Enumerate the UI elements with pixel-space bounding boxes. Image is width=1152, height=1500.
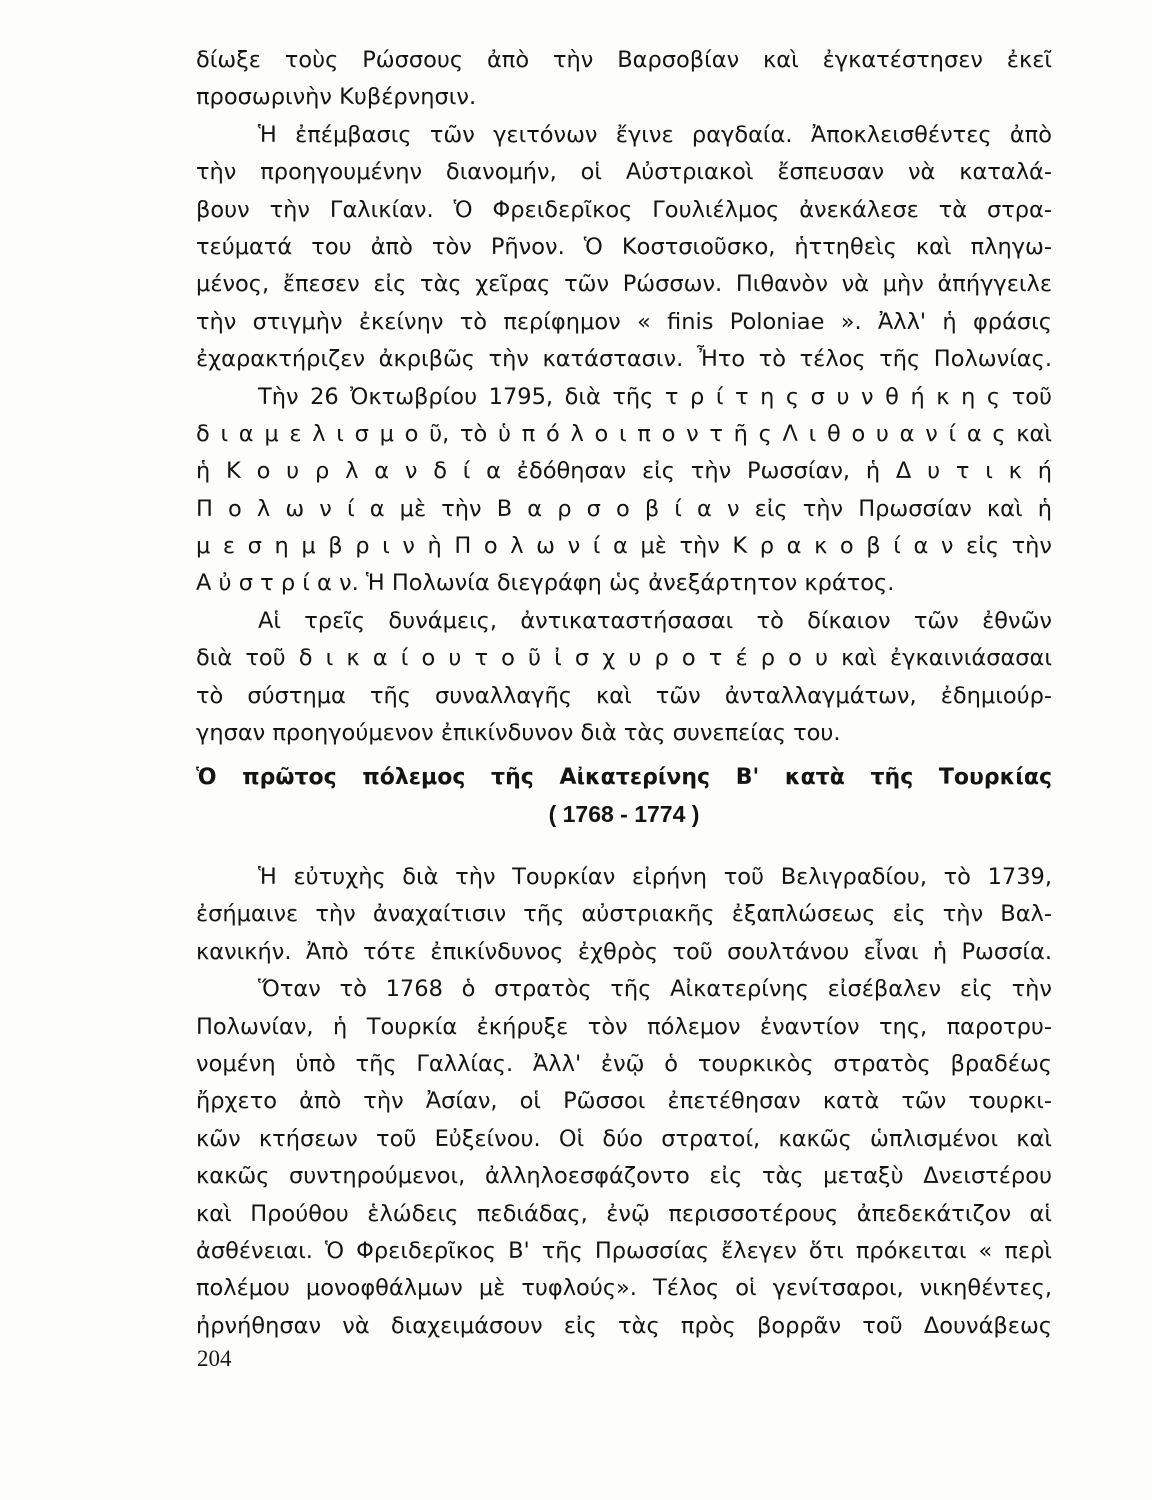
text-line: τεύματά του ἀπὸ τὸν Ρῆνον. Ὁ Κοστσιοῦσκο, ἡττηθεὶς καὶ πληγω- (196, 233, 1052, 260)
text-line: ἡ Κ ο υ ρ λ α ν δ ί α ἐδόθησαν εἰς τὴν Ρωσσίαν, ἡ Δ υ τ ι κ ή (196, 458, 1052, 485)
section-heading (196, 760, 1052, 832)
text-line: μένος, ἔπεσεν εἰς τὰς χεῖρας τῶν Ρώσσων. Πιθανὸν νὰ μὴν ἀπήγγειλε (196, 271, 1052, 298)
body-text-section-1 (196, 42, 1052, 752)
text-line: γησαν προηγούμενον ἐπικίνδυνον διὰ τὰς συνεπείας του. (196, 720, 841, 747)
text-line: κακῶς συντηρούμενοι, ἀλληλοεσφάζοντο εἰς τὰς μεταξὺ Δνειστέρου (196, 1163, 1052, 1190)
text-line: κανικήν. Ἀπὸ τότε ἐπικίνδυνος ἐχθρὸς τοῦ σουλτάνου εἶναι ἡ Ρωσσία. (196, 938, 1052, 965)
text-line: τὴν προηγουμένην διανομήν, οἱ Αὐστριακοὶ ἔσπευσαν νὰ καταλά- (196, 159, 1052, 186)
text-line: βουν τὴν Γαλικίαν. Ὁ Φρειδερῖκος Γουλιέλμος ἀνεκάλεσε τὰ στρα- (196, 196, 1052, 223)
text-line: Ὅταν τὸ 1768 ὁ στρατὸς τῆς Αἰκατερίνης εἰσέβαλεν εἰς τὴν (258, 976, 1052, 1003)
text-line: Α ὐ σ τ ρ ί α ν. Ἡ Πολωνία διεγράφη ὡς ἀνεξάρτητον κράτος. (196, 570, 895, 597)
text-line: ἐχαρακτήριζεν ἀκριβῶς τὴν κατάστασιν. Ἦτο τὸ τέλος τῆς Πολωνίας. (196, 346, 1052, 373)
text-line: Ἡ ἐπέμβασις τῶν γειτόνων ἔγινε ραγδαία. Ἀποκλεισθέντες ἀπὸ (258, 121, 1052, 148)
text-line: Π ο λ ω ν ί α μὲ τὴν Β α ρ σ ο β ί α ν εἰς τὴν Πρωσσίαν καὶ ἡ (196, 495, 1052, 522)
text-line: δίωξε τοὺς Ρώσσους ἀπὸ τὴν Βαρσοβίαν καὶ ἐγκατέστησεν ἐκεῖ (196, 47, 1052, 73)
text-line: Τὴν 26 Ὀκτωβρίου 1795, διὰ τῆς τ ρ ί τ η ς σ υ ν θ ή κ η ς τοῦ (258, 383, 1052, 410)
text-line: πολέμου μονοφθάλμων μὲ τυφλούς». Τέλος οἱ γενίτσαροι, νικηθέντες, (196, 1275, 1052, 1302)
text-line: Πολωνίαν, ἡ Τουρκία ἐκήρυξε τὸν πόλεμον ἐναντίον της, παροτρυ- (196, 1013, 1052, 1040)
text-line: τὴν στιγμὴν ἐκείνην τὸ περίφημον « finis Poloniae ». Ἀλλ' ἡ φράσις (196, 308, 1052, 335)
section-heading-title: Ὁ πρῶτος πόλεμος τῆς Αἰκατερίνης Β' κατὰ τῆς Τουρκίας (196, 765, 1052, 790)
text-line: ἐσήμαινε τὴν ἀναχαίτισιν τῆς αὐστριακῆς ἐξαπλώσεως εἰς τὴν Βαλ- (196, 901, 1052, 928)
section-heading-dates: ( 1768 - 1774 ) (548, 801, 700, 827)
text-line: ἠρνήθησαν νὰ διαχειμάσουν εἰς τὰς πρὸς βορρᾶν τοῦ Δουνάβεως (196, 1312, 1052, 1339)
text-line: μ ε σ η μ β ρ ι ν ὴ Π ο λ ω ν ί α μὲ τὴν Κ ρ α κ ο β ί α ν εἰς τὴν (196, 533, 1052, 560)
text-line: τὸ σύστημα τῆς συναλλαγῆς καὶ τῶν ἀνταλλαγμάτων, ἐδημιούρ- (196, 682, 1052, 709)
body-text-section-2 (196, 859, 1052, 1345)
text-line: Ἡ εὐτυχὴς διὰ τὴν Τουρκίαν εἰρήνη τοῦ Βελιγραδίου, τὸ 1739, (258, 864, 1052, 890)
text-line: καὶ Προύθου ἑλώδεις πεδιάδας, ἐνῷ περισσοτέρους ἀπεδεκάτιζον αἱ (196, 1200, 1052, 1227)
text-line: ἤρχετο ἀπὸ τὴν Ἀσίαν, οἱ Ρῶσσοι ἐπετέθησαν κατὰ τῶν τουρκι- (196, 1088, 1052, 1115)
text-line: δ ι α μ ε λ ι σ μ ο ῦ, τὸ ὑ π ό λ ο ι π ο ν τ ῆ ς Λ ι θ ο υ α ν ί α ς καὶ (196, 420, 1052, 447)
text-line: ἀσθένειαι. Ὁ Φρειδερῖκος Β' τῆς Πρωσσίας ἔλεγεν ὅτι πρόκειται « περὶ (196, 1237, 1052, 1264)
text-line: προσωρινὴν Κυβέρνησιν. (196, 84, 477, 111)
text-line: διὰ τοῦ δ ι κ α ί ο υ τ ο ῦ ἰ σ χ υ ρ ο τ έ ρ ο υ καὶ ἐγκαινιάσασαι (196, 645, 1052, 672)
text-line: Αἱ τρεῖς δυνάμεις, ἀντικαταστήσασαι τὸ δίκαιον τῶν ἐθνῶν (258, 607, 1052, 634)
text-line: νομένη ὑπὸ τῆς Γαλλίας. Ἀλλ' ἐνῷ ὁ τουρκικὸς στρατὸς βραδέως (196, 1050, 1052, 1077)
text-line: κῶν κτήσεων τοῦ Εὐξείνου. Οἱ δύο στρατοί, κακῶς ὡπλισμένοι καὶ (196, 1125, 1052, 1152)
page-number: 204 (197, 1346, 232, 1371)
